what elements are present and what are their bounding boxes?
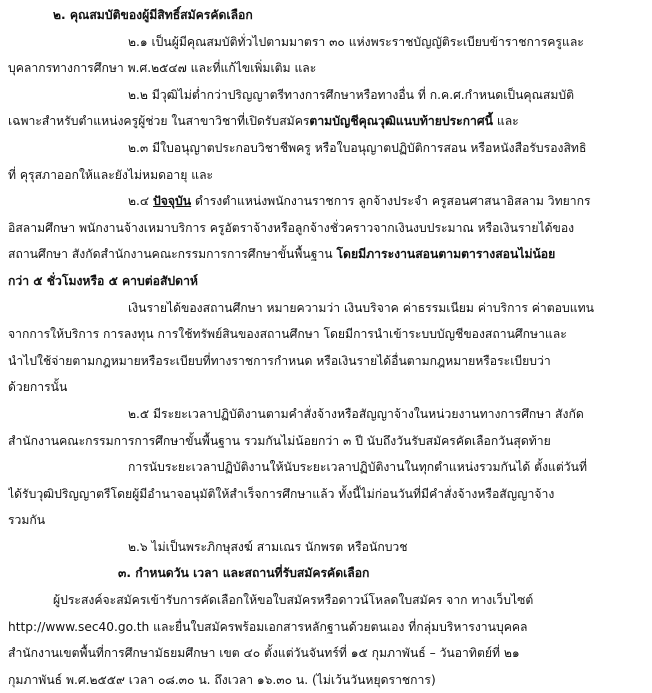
clause-2-4-line-3 [8, 241, 644, 268]
service-count-line-3: รวมกัน [8, 513, 46, 528]
clause-2-3-line-2: ที่ คุรุสภาออกให้และยังไม่หมดอายุ และ [8, 167, 214, 182]
clause-2-2-tail: และ [492, 114, 519, 129]
clause-2-4-line-2: อิสลามศึกษา พนักงานจ้างเหมาบริการ ครูอัตราจ้างหรือลูกจ้างชั่วคราวจากเงินงบประมาณ หรือเงินรายได้ของ [8, 220, 575, 235]
application-line-1: ผู้ประสงค์จะสมัครเข้ารับการคัดเลือกให้ขอใบสมัครหรือดาวน์โหลดใบสมัคร จาก ทางเว็บไซต์ [53, 593, 534, 608]
service-count-line-1: การนับระยะเวลาปฏิบัติงานให้นับระยะเวลาปฏิบัติงานในทุกตำแหน่งรวมกันได้ ตั้งแต่วันที่ [128, 460, 588, 475]
clause-2-1-line-1: ๒.๑ เป็นผู้มีคุณสมบัติทั่วไปตามมาตรา ๓๐ แห่งพระราชบัญญัติระเบียบข้าราชการครูและ [128, 34, 584, 49]
clause-2-4-line-3-bold: โดยมีภาระงานสอนตามตารางสอนไม่น้อย [336, 247, 556, 262]
application-line-2-text: และยื่นใบสมัครพร้อมเอกสารหลักฐานด้วยตนเอง ที่กลุ่มบริหารงานบุคคล [149, 619, 528, 634]
clause-2-5-line-1: ๒.๕ มีระยะเวลาปฏิบัติงานตามคำสั่งจ้างหรือสัญญาจ้างในหน่วยงานทางการศึกษา สังกัด [128, 406, 584, 421]
application-line-4: กุมภาพันธ์ พ.ศ.๒๕๕๙ เวลา ๐๘.๓๐ น. ถึงเวลา ๑๖.๓๐ น. (ไม่เว้นวันหยุดราชการ) [8, 672, 436, 687]
clause-2-1-line-2: บุคลากรทางการศึกษา พ.ศ.๒๕๔๗ และที่แก้ไขเพิ่มเติม และ [8, 61, 317, 76]
section-2-heading: ๒. คุณสมบัติของผู้มีสิทธิ์สมัครคัดเลือก [53, 8, 253, 22]
website-url: http://www.sec40.go.th [8, 619, 150, 634]
clause-2-2-bold-text: ตามบัญชีคุณวุฒิแนบท้ายประกาศนี้ [309, 114, 493, 129]
income-definition-line-2: จากการให้บริการ การลงทุน การใช้ทรัพย์สินของสถานศึกษา โดยมีการนำเข้าระบบบัญชีของสถานศึกษาและ [8, 327, 567, 342]
clause-2-2-line-2 [8, 108, 644, 135]
clause-2-5-line-2: สำนักงานคณะกรรมการการศึกษาขั้นพื้นฐาน รวมกันไม่น้อยกว่า ๓ ปี นับถึงวันรับสมัครคัดเลือกวันสุดท้าย [8, 433, 551, 448]
clause-2-4-line-3-text: สถานศึกษา สังกัดสำนักงานคณะกรรมการการศึกษาขั้นพื้นฐาน [8, 247, 337, 262]
income-definition-line-1: เงินรายได้ของสถานศึกษา หมายความว่า เงินบริจาค ค่าธรรมเนียม ค่าบริการ ค่าตอบแทน [128, 300, 594, 315]
clause-2-2-text: เฉพาะสำหรับตำแหน่งครูผู้ช่วย ในสาขาวิชาที่เปิดรับสมัคร [8, 114, 310, 129]
section-3-heading: ๓. กำหนดวัน เวลา และสถานที่รับสมัครคัดเลือก [118, 566, 370, 581]
income-definition-line-3: นำไปใช้จ่ายตามกฎหมายหรือระเบียบที่ทางราชการกำหนด หรือเงินรายได้อื่นตามกฎหมายหรือระเบียบว่า [8, 353, 551, 368]
clause-2-6-line-1: ๒.๖ ไม่เป็นพระภิกษุสงฆ์ สามเณร นักพรต หรือนักบวช [128, 539, 408, 554]
clause-2-4-number: ๒.๔ [128, 194, 154, 209]
clause-2-4-underlined: ปัจจุบัน [153, 194, 192, 209]
service-count-line-2: ได้รับวุฒิปริญญาตรีโดยผู้มีอำนาจอนุมัติให้สำเร็จการศึกษาแล้ว ทั้งนี้ไม่ก่อนวันที่มีคำสั่งจ้างหรือสัญญาจ้าง [8, 486, 555, 501]
application-line-2 [8, 614, 644, 641]
income-definition-line-4: ด้วยการนั้น [8, 380, 68, 395]
clause-2-3-line-1: ๒.๓ มีใบอนุญาตประกอบวิชาชีพครู หรือใบอนุญาตปฏิบัติการสอน หรือหนังสือรับรองสิทธิ [128, 140, 587, 155]
clause-2-4-line-1 [8, 188, 644, 215]
clause-2-4-line-4: กว่า ๕ ชั่วโมงหรือ ๕ คาบต่อสัปดาห์ [8, 273, 198, 288]
clause-2-2-line-1: ๒.๒ มีวุฒิไม่ต่ำกว่าปริญญาตรีทางการศึกษาหรือทางอื่น ที่ ก.ค.ศ.กำหนดเป็นคุณสมบัติ [128, 87, 575, 102]
clause-2-4-text: ดำรงตำแหน่งพนักงานราชการ ลูกจ้างประจำ ครูสอนศาสนาอิสลาม วิทยากร [191, 194, 591, 209]
application-line-3: สำนักงานเขตพื้นที่การศึกษามัธยมศึกษา เขต ๔๐ ตั้งแต่วันจันทร์ที่ ๑๕ กุมภาพันธ์ – วันอาทิตย์ที่ ๒๑ [8, 646, 520, 661]
